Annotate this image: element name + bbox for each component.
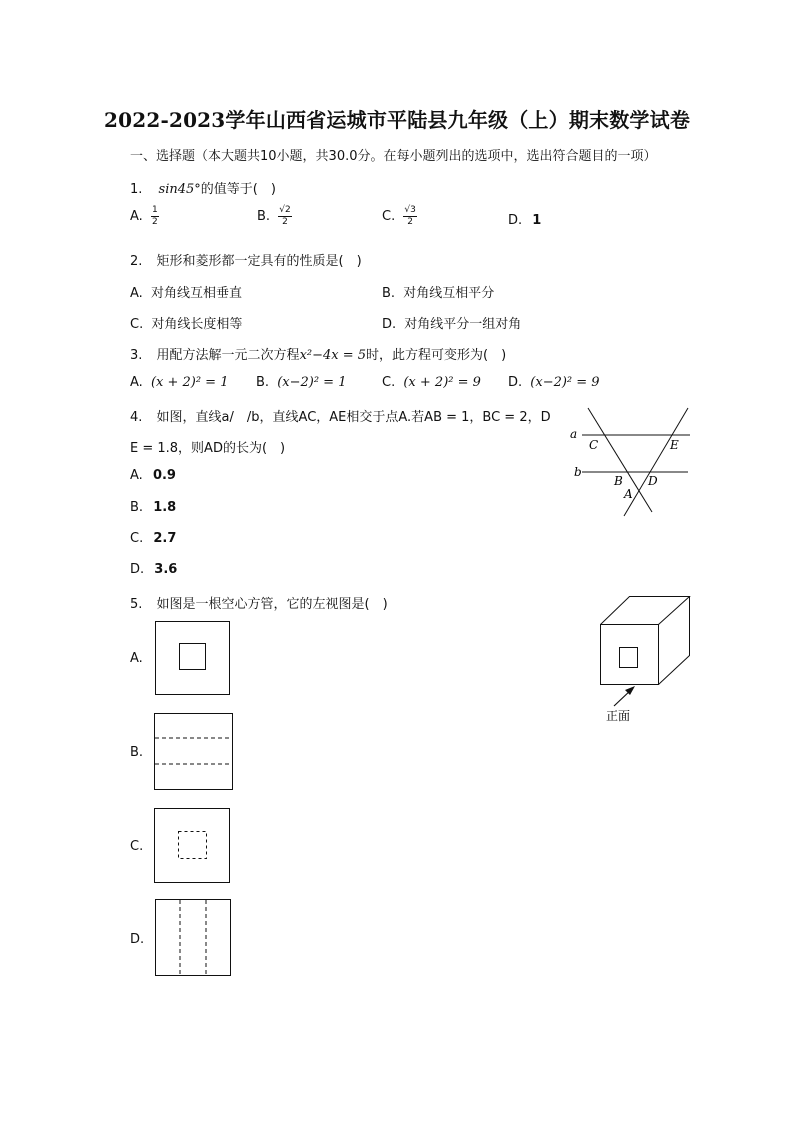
- question-text: 矩形和菱形都一定具有的性质是( ): [156, 254, 362, 269]
- option-label: D.: [382, 317, 397, 332]
- option-text: 对角线长度相等: [151, 317, 243, 332]
- option-label: C.: [130, 839, 144, 854]
- label-c: C: [589, 438, 599, 452]
- option-c[interactable]: [130, 839, 143, 854]
- question-text: 如图是一根空心方管，它的左视图是( ): [156, 597, 388, 612]
- question-expression: sin45°: [158, 182, 201, 197]
- option-label: A.: [130, 209, 143, 224]
- section-heading: 一、选择题（本大题共10小题，共30.0分。在每小题列出的选项中，选出符合题目的一项）: [130, 149, 657, 164]
- label-a: a: [570, 427, 578, 441]
- front-label: 正面: [606, 709, 631, 723]
- option-label: C.: [130, 531, 144, 546]
- option-value: 3.6: [154, 562, 178, 577]
- option-d[interactable]: [130, 932, 144, 947]
- option-label: D.: [130, 562, 145, 577]
- option-c[interactable]: [382, 375, 481, 390]
- option-a[interactable]: [130, 468, 176, 483]
- fraction: $\frac{√2}{2}$: [279, 205, 291, 227]
- option-a-figure[interactable]: [155, 621, 231, 696]
- question-4: [130, 406, 551, 425]
- option-b[interactable]: [256, 375, 346, 390]
- option-a[interactable]: [130, 206, 159, 227]
- label-e: E: [670, 438, 679, 452]
- option-d[interactable]: [508, 375, 600, 390]
- option-label: D.: [508, 213, 523, 228]
- option-text: 对角线互相平分: [403, 286, 495, 301]
- option-label: C.: [382, 209, 396, 224]
- option-label: A.: [130, 651, 143, 666]
- option-b[interactable]: [130, 500, 176, 515]
- option-d[interactable]: [382, 313, 521, 332]
- question-number: 2.: [130, 254, 143, 269]
- question-3: [130, 344, 506, 363]
- option-c-figure[interactable]: [154, 808, 231, 884]
- fraction: $\frac{1}{2}$: [151, 205, 158, 227]
- option-expression: (x−2)² = 1: [277, 375, 347, 390]
- question-text: 时，此方程可变形为( ): [366, 348, 507, 363]
- option-expression: (x + 2)² = 1: [150, 375, 229, 390]
- option-value: 1.8: [153, 500, 177, 515]
- option-d-figure[interactable]: [155, 899, 232, 977]
- question-expression: x²−4x = 5: [299, 348, 367, 363]
- option-b-figure[interactable]: [154, 713, 234, 790]
- fraction: $\frac{√3}{2}$: [404, 205, 416, 227]
- label-b-point: B: [614, 474, 623, 488]
- option-label: A.: [130, 286, 143, 301]
- question-text: 如图，直线a/ /b，直线AC，AE相交于点A.若AB = 1，BC = 2，D: [156, 410, 551, 425]
- question-4-continued: E = 1.8，则AD的长为( ): [130, 441, 286, 456]
- option-b[interactable]: [130, 745, 143, 760]
- question-1: [130, 178, 276, 197]
- option-b[interactable]: [382, 282, 494, 301]
- label-d: D: [648, 474, 658, 488]
- option-label: A.: [130, 468, 143, 483]
- question-2: [130, 250, 362, 269]
- option-value: 2.7: [153, 531, 177, 546]
- option-a[interactable]: [130, 282, 242, 301]
- question-text: 的值等于( ): [200, 182, 276, 197]
- question-number: 5.: [130, 597, 143, 612]
- hollow-tube-figure: [590, 592, 700, 727]
- option-c[interactable]: [130, 313, 242, 332]
- option-value: 0.9: [152, 468, 176, 483]
- option-b[interactable]: [257, 206, 292, 227]
- page-title: 2022-2023学年山西省运城市平陆县九年级（上）期末数学试卷: [103, 108, 691, 132]
- label-b: b: [574, 465, 582, 479]
- option-expression: (x−2)² = 9: [530, 375, 600, 390]
- option-label: A.: [130, 375, 143, 390]
- line-ae: [624, 408, 688, 516]
- option-d[interactable]: [508, 213, 541, 228]
- option-label: B.: [130, 500, 144, 515]
- option-label: D.: [508, 375, 523, 390]
- option-label: B.: [130, 745, 144, 760]
- question-number: 1.: [130, 182, 143, 197]
- parallel-lines-figure: [560, 400, 700, 522]
- option-label: C.: [130, 317, 144, 332]
- option-text: 对角线互相垂直: [150, 286, 242, 301]
- option-label: B.: [382, 286, 396, 301]
- option-value: 1: [532, 213, 542, 228]
- option-label: C.: [382, 375, 396, 390]
- option-expression: (x + 2)² = 9: [403, 375, 481, 390]
- option-c[interactable]: [130, 531, 176, 546]
- option-label: B.: [257, 209, 271, 224]
- question-number: 4.: [130, 410, 143, 425]
- question-text: 用配方法解一元二次方程: [156, 348, 300, 363]
- question-5: [130, 593, 388, 612]
- option-a[interactable]: [130, 375, 228, 390]
- option-c[interactable]: [382, 206, 417, 227]
- option-label: D.: [130, 932, 145, 947]
- option-text: 对角线平分一组对角: [404, 317, 522, 332]
- line-ac: [588, 408, 652, 512]
- label-a-point: A: [624, 487, 633, 501]
- question-number: 3.: [130, 348, 143, 363]
- option-label: B.: [256, 375, 270, 390]
- option-d[interactable]: [130, 562, 177, 577]
- option-a[interactable]: [130, 651, 143, 666]
